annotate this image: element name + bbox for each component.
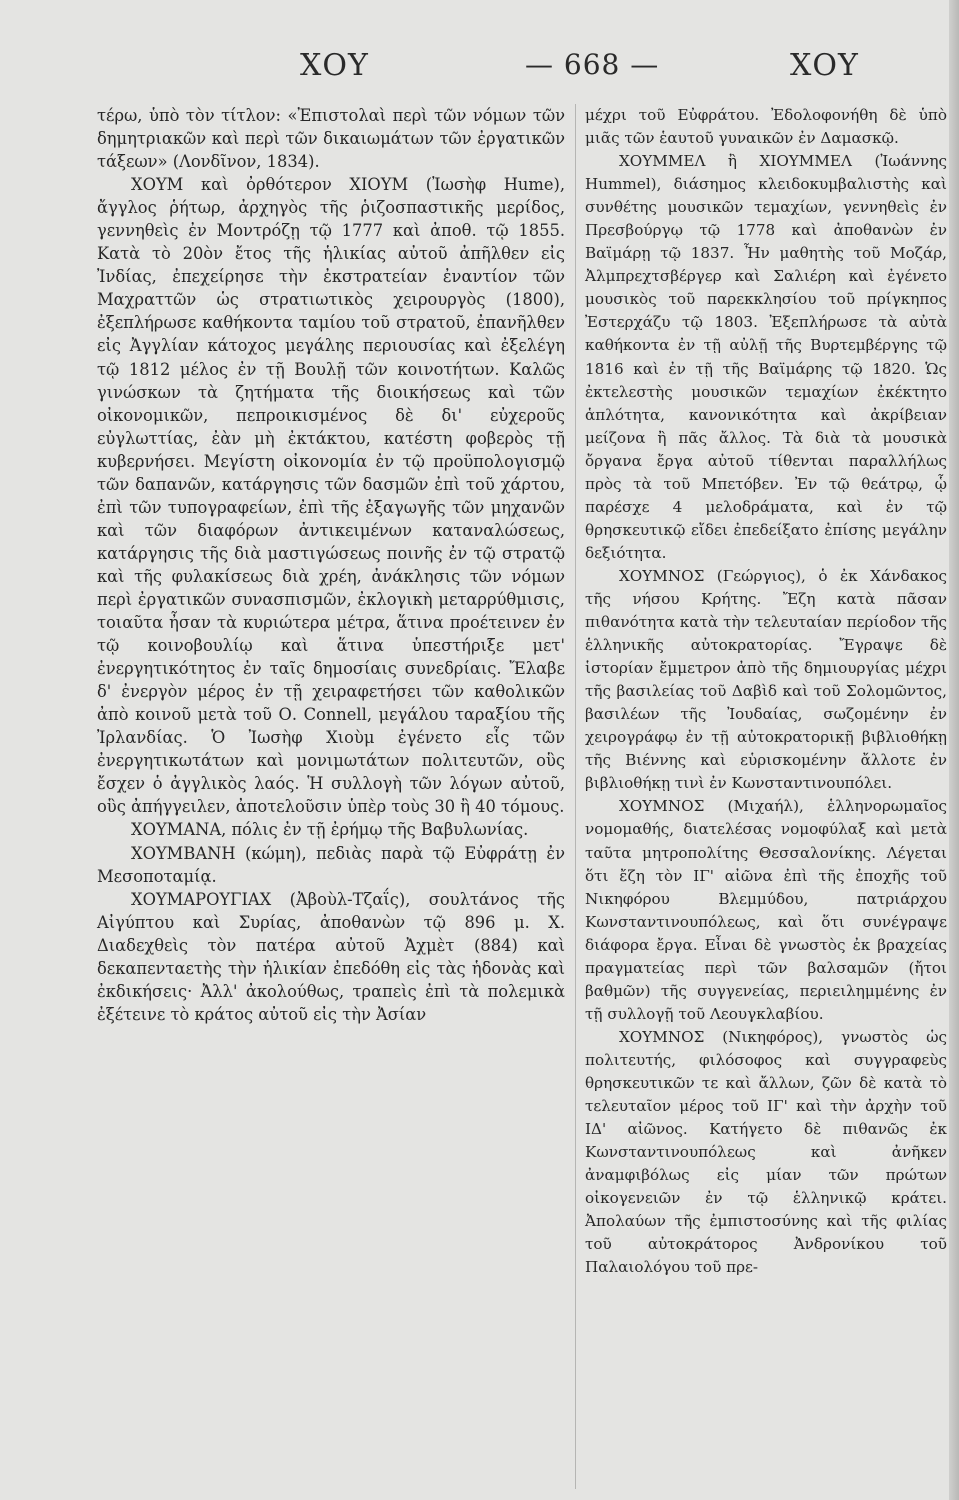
entry-paragraph: ΧΟΥΜΒΑΝΗ (κώμη), πεδιὰς παρὰ τῷ Εὐφράτῃ ἐν Μεσοποταμίᾳ. <box>97 843 565 886</box>
entry-paragraph: ΧΟΥΜΝΟΣ (Γεώργιος), ὁ ἐκ Χάνδακος τῆς νήσου Κρήτης. Ἔζη κατὰ πᾶσαν πιθανότητα κατὰ τὴν τελευταίαν περίοδον τῆς ἑλληνικῆς αὐτοκρατορίας. Ἔγραψε δὲ ἱστορίαν ἔμμετρον ἀπὸ τῆς δημιουργίας μέχρι τῆς βασιλείας τοῦ Δαβὶδ καὶ τοῦ Σολομῶντος, βασιλέων τῆς Ἰουδαίας, σωζομένην ἐν χειρογράφῳ ἐν τῇ αὐτοκρατορικῇ βιβλιοθήκῃ τῆς Βιέννης καὶ εὑρισκομένην ἄλλοτε ἐν βιβλιοθήκῃ τινὶ ἐν Κωνσταντινουπόλει. <box>585 566 947 793</box>
entry-paragraph: ΧΟΥΜΝΟΣ (Μιχαήλ), ἑλληνορωμαῖος νομομαθής, διατελέσας νομοφύλαξ καὶ μετὰ ταῦτα μητροπολίτης Θεσσαλονίκης. Λέγεται ὅτι ἔζη τὸν ΙΓ' αἰῶνα ἐπὶ τῆς ἐποχῆς τοῦ Νικηφόρου Βλεμμύδου, πατριάρχου Κωνσταντινουπόλεως, καὶ ὅτι συνέγραψε διάφορα ἔργα. Εἶναι δὲ γνωστὸς ἐκ βραχείας πραγματείας περὶ τῶν βαλσαμῶν (ἤτοι βαθμῶν) τῆς συγγενείας, περιειλημμένης ἐν τῇ συλλογῇ τοῦ Λεουγκλαβίου. <box>585 797 947 1023</box>
paragraph: μέχρι τοῦ Εὐφράτου. Ἐδολοφονήθη δὲ ὑπὸ μιᾶς τῶν ἑαυτοῦ γυναικῶν ἐν Δαμασκῷ. <box>585 106 947 148</box>
page-edge-shadow <box>949 0 959 1500</box>
header-right-keyword: ΧΟΥ <box>790 48 859 83</box>
entry-paragraph: ΧΟΥΜ καὶ ὀρθότερον ΧΙΟΥΜ (Ἰωσὴφ Hume), ἄγγλος ῥήτωρ, ἀρχηγὸς τῆς ῥιζοσπαστικῆς μερίδος, γεννηθεὶς ἐν Μοντρόζῃ τῷ 1777 καὶ ἀποθ. τῷ 1855. Κατὰ τὸ 20ὸν ἔτος τῆς ἡλικίας αὐτοῦ ἀπῆλθεν εἰς Ἰνδίας, ἐπεχείρησε τὴν ἐκστρατείαν ἐναντίον τῶν Μαχραττῶν ὡς στρατιωτικὸς χειρουργὸς (1800), ἐξεπλήρωσε καθήκοντα ταμίου τοῦ στρατοῦ, ἐπανῆλθεν εἰς Ἀγγλίαν κάτοχος μεγάλης περιουσίας καὶ ἐξελέγη τῷ 1812 μέλος ἐν τῇ Βουλῇ τῶν κοινοτήτων. Καλῶς γινώσκων τὰ ζητήματα τῆς διοικήσεως καὶ τῶν οἰκονομικῶν, πεπροικισμένος δὲ δι' εὐχεροῦς εὐγλωττίας, ἐὰν μὴ ἐκτάκτου, κατέστη φοβερὸς τῇ κυβερνήσει. Μεγίστη οἰκονομία ἐν τῷ προϋπολογισμῷ τῶν δαπανῶν, κατάργησις τῶν δασμῶν ἐπὶ τοῦ χάρτου, ἐπὶ τῶν τυπογραφείων, ἐπὶ τῆς ἐξαγωγῆς τῶν μηχανῶν καὶ τῶν διαφόρων ἀντικειμένων καταναλώσεως, κατάργησις τῆς διὰ μαστιγώσεως ποινῆς ἐν τῷ στρατῷ καὶ τῆς φυλακίσεως διὰ χρέη, ἀνάκλησις τῶν νόμων περὶ ἐργατικῶν συνασπισμῶν, ἐκλογικὴ μεταρρύθμισις, τοιαῦτα ἦσαν τὰ κυριώτερα μέτρα, ἅτινα προέτεινεν ἐν τῷ κοινοβουλίῳ καὶ ἅτινα ὑπεστήριξε μετ' ἐνεργητικότητος ἐν ταῖς δημοσίαις συνεδρίαις. Ἔλαβε δ' ἐνεργὸν μέρος ἐν τῇ χειραφετήσει τῶν καθολικῶν ἀπὸ κοινοῦ μετὰ τοῦ Ο. Connell, μεγάλου ταραξίου τῆς Ἰρλανδίας. Ὁ Ἰωσὴφ Χιοὺμ ἐγένετο εἷς τῶν ἐνεργητικωτάτων καὶ μονιμωτάτων πολιτευτῶν, οὓς ἔσχεν ὁ ἀγγλικὸς λαός. Ἡ συλλογὴ τῶν λόγων αὐτοῦ, οὓς ἀπήγγειλεν, ἀποτελοῦσιν ὑπὲρ τοὺς 30 ἢ 40 τόμους. <box>97 175 565 817</box>
column-divider <box>575 104 576 1489</box>
header-left-keyword: ΧΟΥ <box>300 48 369 83</box>
right-column <box>585 104 947 1279</box>
running-header <box>0 48 959 96</box>
page-number: — 668 — <box>525 48 660 81</box>
entry-paragraph: ΧΟΥΜΑΡΟΥΓΙΑΧ (Ἀβοὺλ-Τζαΐς), σουλτάνος τῆς Αἰγύπτου καὶ Συρίας, ἀποθανὼν τῷ 896 μ. Χ. Διαδεχθεὶς τὸν πατέρα αὐτοῦ Ἀχμὲτ (884) καὶ δεκαπενταετὴς τὴν ἡλικίαν ἐπεδόθη εἰς τὰς ἡδονὰς καὶ ἐκδικήσεις· Ἀλλ' ἀκολούθως, τραπεὶς ἐπὶ τὰ πολεμικὰ ἐξέτεινε τὸ κράτος αὐτοῦ εἰς τὴν Ἀσίαν <box>97 889 565 1024</box>
entry-paragraph: ΧΟΥΜΜΕΛ ἢ ΧΙΟΥΜΜΕΛ (Ἰωάννης Hummel), διάσημος κλειδοκυμβαλιστὴς καὶ συνθέτης μουσικῶν τεμαχίων, γεννηθεὶς ἐν Πρεσβούργῳ τῷ 1778 καὶ ἀποθανὼν ἐν Βαϊμάρῃ τῷ 1837. Ἦν μαθητὴς τοῦ Μοζάρ, Ἀλμπρεχτσβέργερ καὶ Σαλιέρη καὶ ἐγένετο μουσικὸς τοῦ παρεκκλησίου τοῦ πρίγκηπος Ἐστερχάζυ τῷ 1803. Ἐξεπλήρωσε τὰ αὐτὰ καθήκοντα ἐν τῇ αὐλῇ τῆς Βυρτεμβέργης τῷ 1816 καὶ ἐν τῇ τῆς Βαϊμάρης τῷ 1820. Ὡς ἐκτελεστὴς μουσικῶν τεμαχίων ἐκέκτητο ἁπλότητα, κανονικότητα καὶ ἀκρίβειαν μείζονα ἢ πᾶς ἄλλος. Τὰ διὰ τὰ μουσικὰ ὄργανα ἔργα αὐτοῦ τίθενται παραλλήλως πρὸς τὰ τοῦ Μπετόβεν. Ἐν τῷ θεάτρῳ, ᾧ παρέσχε 4 μελοδράματα, καὶ ἐν τῷ θρησκευτικῷ εἴδει ἐπεδείξατο ἐπίσης μεγάλην δεξιότητα. <box>585 152 947 562</box>
paragraph: τέρω, ὑπὸ τὸν τίτλον: «Ἐπιστολαὶ περὶ τῶν νόμων τῶν δημητριακῶν καὶ περὶ τῶν δικαιωμάτων τῶν ἐργατικῶν τάξεων» (Λονδῖνον, 1834). <box>97 106 565 172</box>
left-column <box>97 104 565 1026</box>
entry-paragraph: ΧΟΥΜΝΟΣ (Νικηφόρος), γνωστὸς ὡς πολιτευτής, φιλόσοφος καὶ συγγραφεὺς θρησκευτικῶν τε καὶ ἄλλων, ζῶν δὲ κατὰ τὸ τελευταῖον μέρος τοῦ ΙΓ' καὶ τὴν ἀρχὴν τοῦ ΙΔ' αἰῶνος. Κατήγετο δὲ πιθανῶς ἐκ Κωνσταντινουπόλεως καὶ ἀνῆκεν ἀναμφιβόλως εἰς μίαν τῶν πρώτων οἰκογενειῶν ἐν τῷ ἑλληνικῷ κράτει. Ἀπολαύων τῆς ἐμπιστοσύνης καὶ τῆς φιλίας τοῦ αὐτοκράτορος Ἀνδρονίκου τοῦ Παλαιολόγου τοῦ πρε- <box>585 1027 947 1277</box>
entry-paragraph: ΧΟΥΜΑΝΑ, πόλις ἐν τῇ ἐρήμῳ τῆς Βαβυλωνίας. <box>131 820 529 840</box>
